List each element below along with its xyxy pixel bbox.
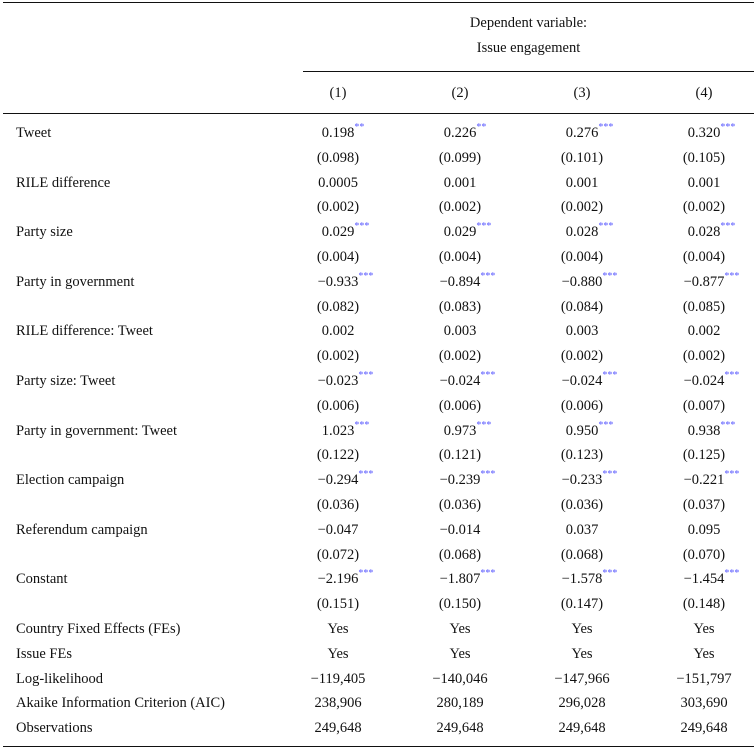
significance-stars: *** (358, 270, 374, 282)
coefficient-cell (399, 521, 521, 539)
coefficient-cell (643, 270, 754, 291)
coefficient-cell (277, 419, 399, 440)
significance-stars: *** (724, 370, 740, 381)
stat-label: Akaike Information Criterion (AIC) (16, 695, 225, 712)
coefficient-cell (521, 372, 643, 390)
standard-error-cell: (0.036) (316, 497, 360, 513)
standard-error-cell: (0.006) (316, 397, 360, 414)
stat-value: 249,648 (314, 720, 362, 737)
standard-error-cell: (0.004) (316, 249, 360, 265)
stat-value: 296,028 (558, 695, 606, 712)
stat-label: Country Fixed Effects (FEs) (16, 621, 181, 637)
significance-stars: *** (354, 419, 370, 431)
row-label: Constant (16, 571, 68, 588)
standard-error-cell: (0.099) (438, 149, 482, 166)
significance-stars: *** (724, 270, 740, 282)
coefficient-cell (521, 223, 643, 241)
coefficient-cell (277, 521, 399, 539)
standard-error-cell: (0.072) (316, 546, 360, 563)
coefficient: 1.023 *** (322, 422, 355, 440)
coefficient-cell (643, 570, 754, 588)
standard-error-cell: (0.085) (682, 298, 726, 315)
stat-value: −140,046 (432, 670, 488, 687)
stat-label: Observations (16, 720, 93, 737)
standard-error-cell: (0.123) (560, 447, 604, 464)
standard-error-cell: (0.002) (560, 348, 604, 365)
stat-value: Yes (693, 645, 715, 662)
significance-stars: *** (476, 221, 492, 233)
coefficient: 0.028 *** (688, 223, 721, 241)
standard-error-cell: (0.002) (682, 199, 726, 216)
coefficient: −0.880 *** (562, 273, 603, 291)
coefficient-cell (643, 471, 754, 489)
coefficient-cell (643, 372, 754, 390)
standard-error-cell: (0.148) (682, 596, 726, 613)
coefficient-cell (643, 124, 754, 142)
significance-stars: *** (476, 419, 492, 431)
coefficient-cell (399, 322, 521, 340)
column-header-rule (3, 113, 754, 114)
significance-stars: *** (480, 568, 496, 580)
coefficient: −0.894 *** (440, 273, 481, 291)
significance-stars: *** (480, 270, 496, 282)
standard-error-cell: (0.002) (438, 199, 482, 216)
coefficient: −0.047 (317, 521, 359, 538)
coefficient: 0.001 (443, 174, 477, 191)
coefficient-cell (277, 174, 399, 192)
coefficient-cell (521, 270, 643, 291)
coefficient-cell (521, 521, 643, 539)
standard-error-cell: (0.150) (438, 596, 482, 613)
row-label: Tweet (16, 125, 52, 141)
coefficient-cell (399, 223, 521, 241)
column-header: (2) (451, 85, 469, 101)
dependent-variable-name: Issue engagement (476, 40, 581, 56)
significance-stars: *** (354, 221, 370, 233)
row-label: RILE difference: Tweet (16, 323, 153, 340)
coefficient-cell (521, 570, 643, 588)
stat-value: Yes (449, 645, 471, 662)
coefficient: 0.028 *** (566, 223, 599, 241)
coefficient: 0.198 ** (322, 124, 355, 142)
stat-value: 238,906 (314, 695, 362, 712)
coefficient-cell (399, 270, 521, 291)
standard-error-cell: (0.004) (438, 249, 482, 265)
coefficient: 0.276 *** (566, 124, 599, 142)
stat-value: 249,648 (436, 720, 484, 737)
significance-stars: *** (598, 221, 614, 233)
coefficient-cell (521, 322, 643, 340)
coefficient: −0.933 *** (318, 273, 359, 291)
coefficient: 0.001 (687, 174, 721, 191)
standard-error-cell: (0.121) (438, 447, 482, 464)
stat-value: Yes (327, 645, 349, 662)
standard-error-cell: (0.037) (682, 497, 726, 513)
coefficient-cell (399, 372, 521, 390)
standard-error-cell: (0.002) (560, 199, 604, 216)
coefficient: 0.320 *** (688, 124, 721, 142)
standard-error-cell: (0.007) (682, 397, 726, 414)
column-header: (3) (573, 85, 591, 101)
standard-error-cell: (0.122) (316, 447, 360, 464)
significance-stars: *** (358, 568, 374, 580)
coefficient: 0.095 (687, 521, 721, 538)
significance-stars: *** (724, 568, 740, 580)
stat-value: 280,189 (436, 695, 484, 712)
standard-error-cell: (0.036) (438, 497, 482, 513)
header-rule (303, 71, 754, 72)
coefficient-cell (277, 223, 399, 241)
coefficient-cell (277, 372, 399, 390)
coefficient-cell (399, 471, 521, 489)
significance-stars: *** (720, 221, 736, 233)
standard-error-cell: (0.006) (560, 397, 604, 414)
stat-value: −119,405 (310, 670, 366, 687)
coefficient-cell (643, 419, 754, 440)
standard-error-cell: (0.151) (316, 596, 360, 613)
coefficient: −0.239 *** (440, 471, 481, 489)
standard-error-cell: (0.002) (316, 348, 360, 365)
stat-value: Yes (449, 621, 471, 637)
coefficient-cell (277, 270, 399, 291)
standard-error-cell: (0.082) (316, 298, 360, 315)
significance-stars: *** (480, 370, 496, 381)
coefficient: −0.024 *** (562, 372, 603, 390)
standard-error-cell: (0.125) (682, 447, 726, 464)
column-header: (4) (695, 85, 713, 101)
coefficient: −0.221 *** (684, 471, 725, 489)
coefficient-cell (643, 223, 754, 241)
coefficient-cell (277, 471, 399, 489)
standard-error-cell: (0.098) (316, 149, 360, 166)
significance-stars: *** (480, 469, 496, 481)
coefficient: −0.233 *** (562, 471, 603, 489)
significance-stars: *** (602, 270, 618, 282)
coefficient: 0.226 ** (444, 124, 477, 142)
stat-value: 249,648 (558, 720, 606, 737)
coefficient: 0.0005 (318, 174, 358, 191)
coefficient-cell (277, 570, 399, 588)
coefficient-cell (643, 174, 754, 192)
coefficient-cell (521, 419, 643, 440)
coefficient: −0.294 *** (318, 471, 359, 489)
row-label: Party in government (16, 273, 135, 290)
stat-value: Yes (571, 621, 593, 637)
significance-stars: ** (476, 122, 487, 133)
standard-error-cell: (0.002) (438, 348, 482, 365)
coefficient: 0.003 (565, 323, 599, 340)
coefficient-cell (399, 570, 521, 588)
coefficient: −1.454 *** (684, 570, 725, 588)
coefficient-cell (399, 124, 521, 142)
standard-error-cell: (0.006) (438, 397, 482, 414)
significance-stars: *** (598, 122, 614, 133)
row-label: Party size (16, 224, 73, 241)
coefficient: 0.029 *** (444, 223, 477, 241)
row-label: Referendum campaign (16, 521, 148, 538)
standard-error-cell: (0.004) (682, 249, 726, 265)
coefficient: 0.037 (565, 521, 599, 538)
stat-label: Log-likelihood (16, 670, 103, 687)
significance-stars: *** (598, 419, 614, 431)
column-header: (1) (329, 85, 347, 101)
coefficient: −2.196 *** (318, 570, 359, 588)
coefficient: −0.877 *** (684, 273, 725, 291)
coefficient: 0.002 (687, 323, 721, 340)
coefficient: −0.024 *** (440, 372, 481, 390)
coefficient: −1.578 *** (562, 570, 603, 588)
stat-value: 249,648 (680, 720, 728, 737)
coefficient-cell (277, 322, 399, 340)
coefficient: 0.001 (565, 174, 599, 191)
stat-value: −151,797 (676, 670, 732, 687)
stat-value: Yes (693, 621, 715, 637)
standard-error-cell: (0.068) (560, 546, 604, 563)
standard-error-cell: (0.036) (560, 497, 604, 513)
coefficient-cell (521, 124, 643, 142)
significance-stars: *** (358, 469, 374, 481)
significance-stars: *** (724, 469, 740, 481)
significance-stars: *** (602, 568, 618, 580)
coefficient: −0.024 *** (684, 372, 725, 390)
standard-error-cell: (0.147) (560, 596, 604, 613)
significance-stars: *** (358, 370, 374, 381)
coefficient: 0.002 (321, 323, 355, 340)
coefficient-cell (399, 174, 521, 192)
standard-error-cell: (0.101) (560, 149, 604, 166)
standard-error-cell: (0.002) (682, 348, 726, 365)
standard-error-cell: (0.068) (438, 546, 482, 563)
stat-label: Issue FEs (16, 645, 72, 662)
dependent-variable-label: Dependent variable: (469, 15, 588, 31)
stat-value: Yes (571, 645, 593, 662)
standard-error-cell: (0.083) (438, 298, 482, 315)
coefficient: −0.014 (439, 521, 481, 538)
coefficient: 0.003 (443, 323, 477, 340)
stat-value: 303,690 (680, 695, 728, 712)
standard-error-cell: (0.004) (560, 249, 604, 265)
row-label: Party in government: Tweet (16, 422, 178, 439)
standard-error-cell: (0.084) (560, 298, 604, 315)
stat-value: −147,966 (554, 670, 610, 687)
coefficient: 0.950 *** (566, 422, 599, 440)
standard-error-cell: (0.070) (682, 546, 726, 563)
coefficient: −0.023 *** (318, 372, 359, 390)
standard-error-cell: (0.002) (316, 199, 360, 216)
bottom-rule (3, 746, 754, 747)
coefficient-cell (277, 124, 399, 142)
significance-stars: *** (602, 469, 618, 481)
coefficient-cell (643, 322, 754, 340)
coefficient: 0.973 *** (444, 422, 477, 440)
row-label: Election campaign (16, 472, 125, 489)
row-label: Party size: Tweet (16, 373, 116, 389)
significance-stars: *** (720, 122, 736, 133)
significance-stars: *** (602, 370, 618, 381)
coefficient-cell (521, 471, 643, 489)
stat-value: Yes (327, 621, 349, 637)
significance-stars: ** (354, 122, 365, 133)
coefficient-cell (643, 521, 754, 539)
coefficient-cell (521, 174, 643, 192)
coefficient-cell (399, 419, 521, 440)
significance-stars: *** (720, 419, 736, 431)
top-rule (3, 2, 754, 3)
row-label: RILE difference (16, 174, 111, 191)
coefficient: 0.938 *** (688, 422, 721, 440)
coefficient: 0.029 *** (322, 223, 355, 241)
standard-error-cell: (0.105) (682, 149, 726, 166)
coefficient: −1.807 *** (440, 570, 481, 588)
